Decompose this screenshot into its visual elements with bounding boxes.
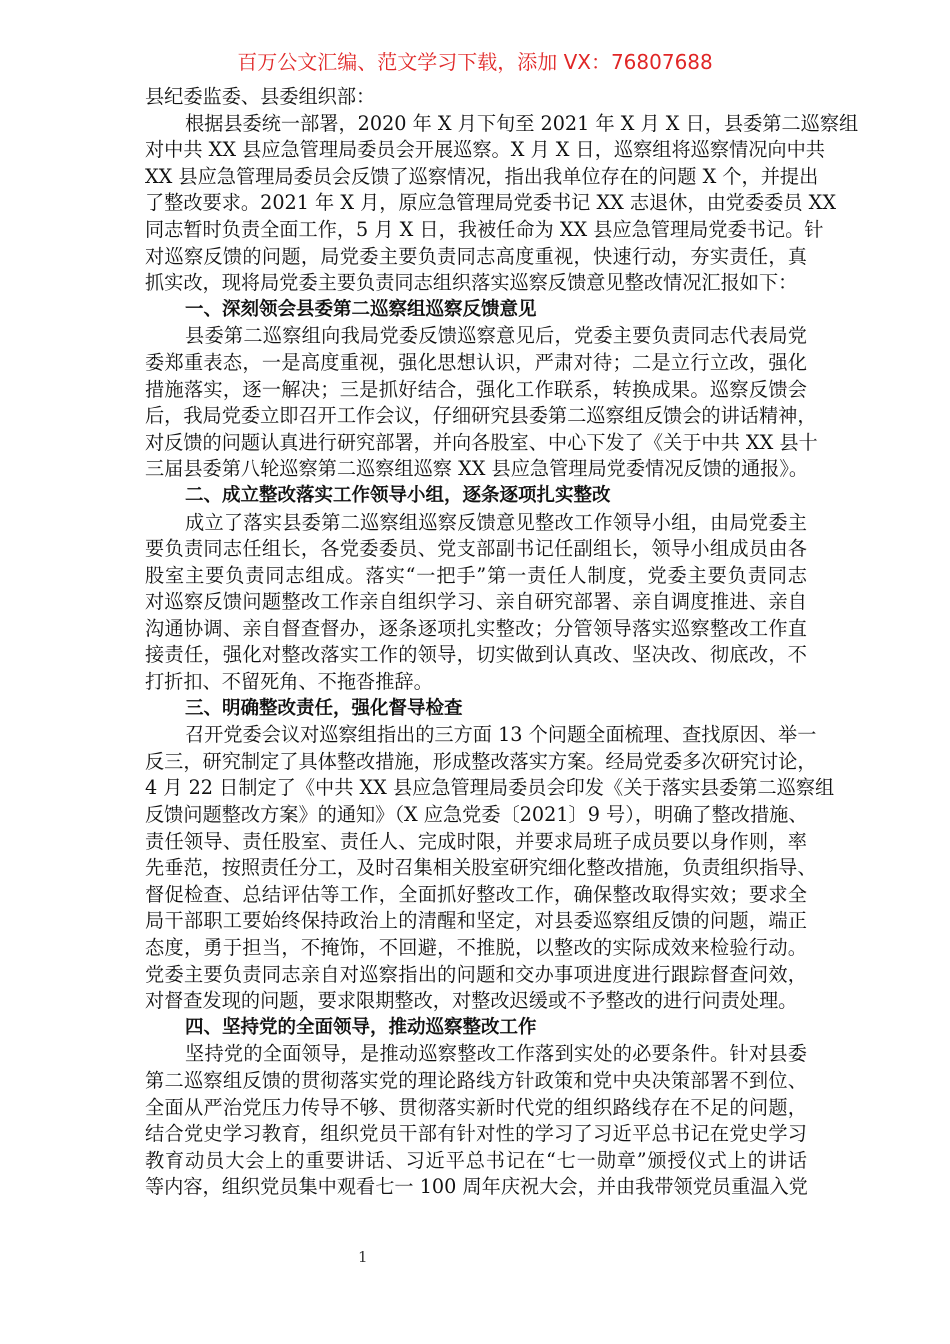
- paragraph-line: 抓实改，现将局党委主要负责同志组织落实巡察反馈意见整改情况汇报如下：: [145, 271, 798, 295]
- paragraph-line: 沟通协调、亲自督查督办，逐条逐项扎实整改；分管领导落实巡察整改工作直: [145, 616, 807, 640]
- paragraph-line: 结合党史学习教育，组织党员干部有针对性的学习了习近平总书记在党史学习: [145, 1122, 807, 1146]
- paragraph-line: 局干部职工要始终保持政治上的清醒和坚定，对县委巡察组反馈的问题，端正: [145, 909, 807, 933]
- paragraph-line: 责任领导、责任股室、责任人、完成时限，并要求局班子成员要以身作则，率: [145, 829, 807, 853]
- paragraph-line: 三届县委第八轮巡察第二巡察组巡察 XX 县应急管理局党委情况反馈的通报》。: [145, 457, 809, 481]
- paragraph-line: 打折扣、不留死角、不拖沓推辞。: [145, 670, 433, 694]
- paragraph: [145, 1041, 807, 1201]
- section-heading: 二、成立整改落实工作领导小组，逐条逐项扎实整改: [185, 484, 611, 506]
- paragraph-line: 股室主要负责同志组成。落实“一把手”第一责任人制度，党委主要负责同志: [145, 563, 807, 587]
- paragraph-line: 坚持党的全面领导，是推动巡察整改工作落到实处的必要条件。针对县委: [185, 1042, 807, 1066]
- paragraph-line: 措施落实，逐一解决；三是抓好结合，强化工作联系，转换成果。巡察反馈会: [145, 377, 807, 401]
- paragraph-line: 成立了落实县委第二巡察组巡察反馈意见整改工作领导小组，由局党委主: [185, 510, 807, 534]
- paragraph-line: 对督查发现的问题，要求限期整改，对整改迟缓或不予整改的进行问责处理。: [145, 989, 798, 1013]
- paragraph-line: 全面从严治党压力传导不够、贯彻落实新时代党的组织路线存在不足的问题，: [145, 1095, 807, 1119]
- paragraph-line: 党委主要负责同志亲自对巡察指出的问题和交办事项进度进行跟踪督查问效，: [145, 962, 807, 986]
- paragraph-line: 对巡察反馈的问题，局党委主要负责同志高度重视，快速行动，夯实责任，真: [145, 244, 807, 268]
- paragraph: [145, 111, 859, 297]
- paragraph-line: 委郑重表态，一是高度重视，强化思想认识，严肃对待；二是立行立改，强化: [145, 350, 807, 374]
- paragraph-line: 对中共 XX 县应急管理局委员会开展巡察。X 月 X 日，巡察组将巡察情况向中共: [145, 138, 825, 162]
- paragraph-line: 召开党委会议对巡察组指出的三方面 13 个问题全面梳理、查找原因、举一: [185, 723, 817, 747]
- section-heading: 三、明确整改责任，强化督导检查: [185, 697, 463, 719]
- paragraph-line: 反馈问题整改方案》的通知》（X 应急党委〔2021〕9 号），明确了整改措施、: [145, 803, 808, 827]
- paragraph-line: 同志暂时负责全面工作，5 月 X 日，我被任命为 XX 县应急管理局党委书记。针: [145, 217, 824, 241]
- paragraph-line: 教育动员大会上的重要讲话、习近平总书记在“七一勋章”颁授仪式上的讲话: [145, 1148, 807, 1172]
- paragraph-line: 第二巡察组反馈的贯彻落实党的理论路线方针政策和党中央决策部署不到位、: [145, 1068, 807, 1092]
- paragraph: [145, 510, 807, 696]
- paragraph: [145, 722, 835, 1015]
- paragraph-line: 对巡察反馈问题整改工作亲自组织学习、亲自研究部署、亲自调度推进、亲自: [145, 590, 807, 614]
- section-heading: 一、深刻领会县委第二巡察组巡察反馈意见: [185, 298, 537, 320]
- document-sections: [145, 111, 859, 1201]
- paragraph-line: 县委第二巡察组向我局党委反馈巡察意见后，党委主要负责同志代表局党: [185, 324, 807, 348]
- paragraph-line: XX 县应急管理局委员会反馈了巡察情况，指出我单位存在的问题 X 个，并提出: [145, 164, 819, 188]
- paragraph-line: 了整改要求。2021 年 X 月，原应急管理局党委书记 XX 志退休，由党委委员 XX: [145, 191, 836, 215]
- paragraph-line: 督促检查、总结评估等工作，全面抓好整改工作，确保整改取得实效；要求全: [145, 882, 807, 906]
- paragraph-line: 态度，勇于担当，不掩饰，不回避，不推脱，以整改的实际成效来检验行动。: [145, 936, 807, 959]
- paragraph-line: 根据县委统一部署，2020 年 X 月下旬至 2021 年 X 月 X 日，县委第二巡察组: [185, 111, 859, 135]
- paragraph-line: 反三，研究制定了具体整改措施，形成整改落实方案。经局党委多次研究讨论，: [145, 749, 817, 773]
- paragraph-line: 对反馈的问题认真进行研究部署，并向各股室、中心下发了《关于中共 XX 县十: [145, 430, 818, 454]
- paragraph-line: 先垂范，按照责任分工，及时召集相关股室研究细化整改措施，负责组织指导、: [145, 856, 817, 880]
- paragraph-line: 4 月 22 日制定了《中共 XX 县应急管理局委员会印发《关于落实县委第二巡察组: [145, 776, 835, 800]
- paragraph-line: 后，我局党委立即召开工作会议，仔细研究县委第二巡察组反馈会的讲话精神，: [145, 404, 817, 428]
- paragraph: [145, 323, 818, 483]
- document-body: [145, 84, 859, 1201]
- paragraph-line: 等内容，组织党员集中观看七一 100 周年庆祝大会，并由我带领党员重温入党: [145, 1175, 808, 1199]
- page-number: 1: [358, 1248, 368, 1266]
- paragraph-line: 要负责同志任组长，各党委委员、党支部副书记任副组长，领导小组成员由各: [145, 537, 807, 561]
- salutation: 县纪委监委、县委组织部：: [145, 85, 376, 108]
- watermark-banner: 百万公文汇编、范文学习下载，添加 VX：76807688: [237, 50, 713, 74]
- paragraph-line: 接责任，强化对整改落实工作的领导，切实做到认真改、坚决改、彻底改，不: [145, 643, 807, 667]
- section-heading: 四、坚持党的全面领导，推动巡察整改工作: [185, 1016, 537, 1038]
